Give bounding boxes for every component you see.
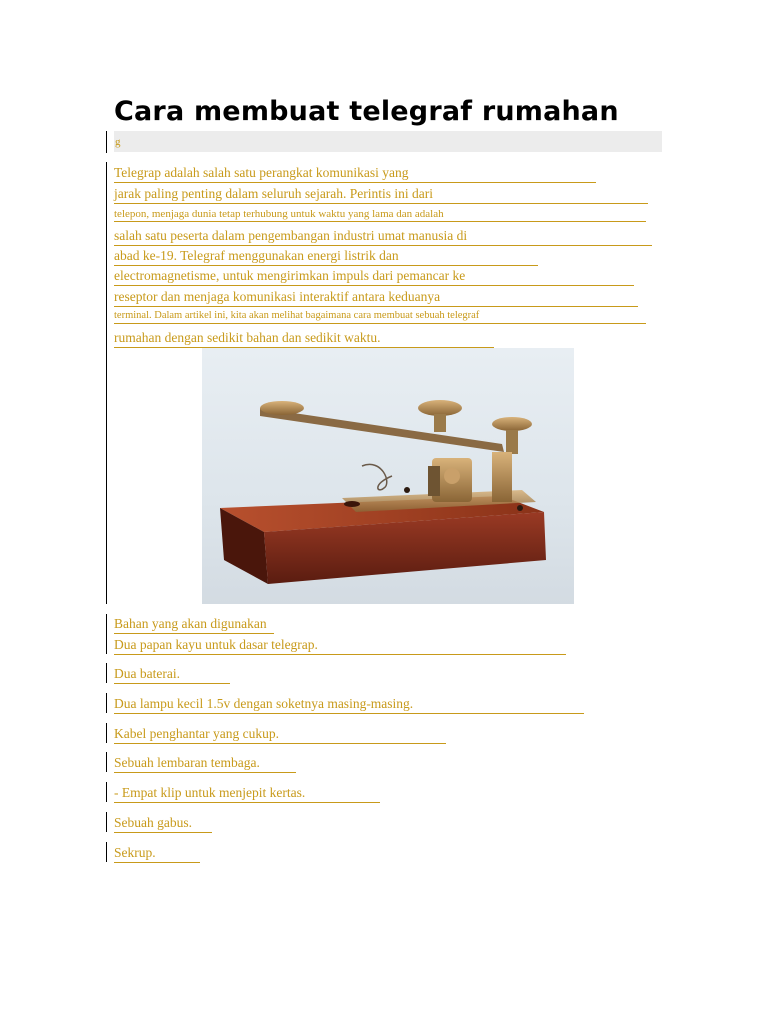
- material-item[interactable]: Sebuah gabus.: [114, 816, 212, 833]
- band-text: g: [115, 136, 121, 148]
- telegraph-key-illustration: [202, 348, 574, 604]
- intro-line[interactable]: salah satu peserta dalam pengembangan industri umat manusia di: [114, 229, 652, 246]
- material-item[interactable]: Sekrup.: [114, 846, 200, 863]
- margin-bar: [106, 693, 107, 713]
- material-item[interactable]: Dua baterai.: [114, 667, 230, 684]
- margin-bar: [106, 842, 107, 862]
- material-item[interactable]: - Empat klip untuk menjepit kertas.: [114, 786, 380, 803]
- intro-line[interactable]: electromagnetisme, untuk mengirimkan impuls dari pemancar ke: [114, 269, 634, 286]
- margin-bar: [106, 812, 107, 832]
- intro-line[interactable]: terminal. Dalam artikel ini, kita akan melihat bagaimana cara membuat sebuah telegraf: [114, 310, 646, 324]
- margin-bar: [106, 782, 107, 802]
- margin-bar: [106, 752, 107, 772]
- materials-heading[interactable]: Bahan yang akan digunakan: [114, 617, 274, 634]
- material-item[interactable]: Dua papan kayu untuk dasar telegrap.: [114, 638, 566, 655]
- material-item[interactable]: Sebuah lembaran tembaga.: [114, 756, 296, 773]
- margin-bar: [106, 131, 107, 153]
- intro-line[interactable]: reseptor dan menjaga komunikasi interaktif antara keduanya: [114, 290, 638, 307]
- intro-line[interactable]: jarak paling penting dalam seluruh sejarah. Perintis ini dari: [114, 187, 648, 204]
- intro-line[interactable]: abad ke-19. Telegraf menggunakan energi listrik dan: [114, 249, 538, 266]
- header-band: [114, 131, 662, 152]
- margin-bar: [106, 614, 107, 654]
- intro-line[interactable]: rumahan dengan sedikit bahan dan sedikit waktu.: [114, 331, 494, 348]
- page-title: Cara membuat telegraf rumahan: [114, 96, 619, 127]
- intro-line[interactable]: telepon, menjaga dunia tetap terhubung untuk waktu yang lama dan adalah: [114, 208, 646, 222]
- margin-bar: [106, 723, 107, 743]
- telegraph-photo: [202, 348, 574, 604]
- intro-line[interactable]: Telegrap adalah salah satu perangkat komunikasi yang: [114, 166, 596, 183]
- margin-bar: [106, 663, 107, 683]
- material-item[interactable]: Dua lampu kecil 1.5v dengan soketnya masing-masing.: [114, 697, 584, 714]
- material-item[interactable]: Kabel penghantar yang cukup.: [114, 727, 446, 744]
- margin-bar: [106, 162, 107, 604]
